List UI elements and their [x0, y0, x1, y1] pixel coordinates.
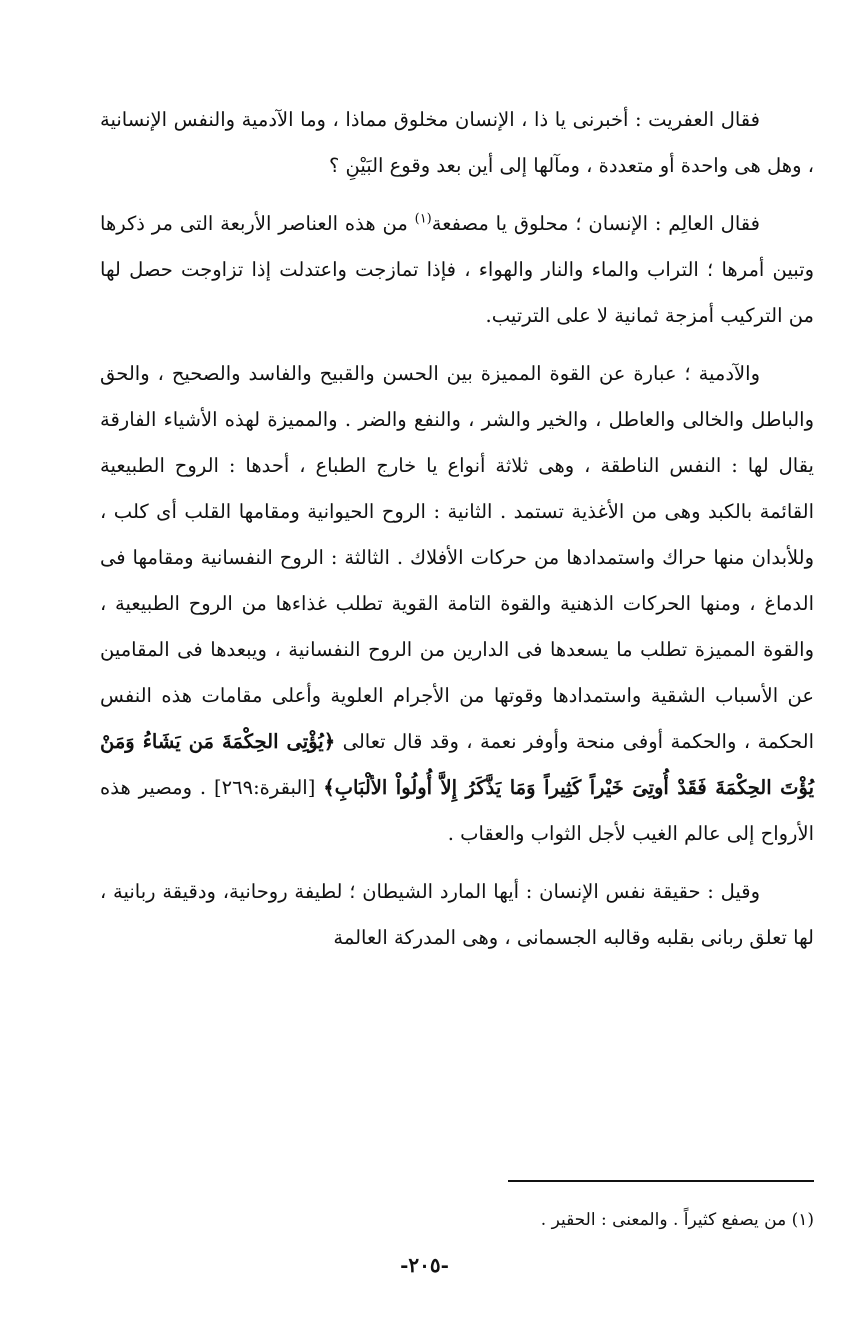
paragraph-adamiyya — [100, 351, 814, 857]
paragraph-text-after-footnote: من هذه العناصر الأربعة التى مر ذكرها وتبين أمرها ؛ التراب والماء والنار والهواء ، فإذا تمازجت واعتدلت إذا تزاوجت حصل لها من التركيب أمزجة ثمانية لا على الترتيب. — [100, 212, 814, 327]
paragraph-ifrit-question: فقال العفريت : أخبرنى يا ذا ، الإنسان مخلوق مماذا ، وما الآدمية والنفس الإنسانية ، وهل هى واحدة أو متعددة ، ومآلها إلى أين بعد وقوع البَيْنِ ؟ — [100, 108, 814, 177]
paragraph-text-before-footnote: فقال العالِم : الإنسان ؛ محلوق يا مصفعة — [431, 212, 760, 235]
paragraph-scholar-answer — [100, 201, 814, 339]
page-number: -٢٠٥- — [400, 1253, 449, 1277]
main-text — [100, 97, 814, 961]
quran-verse-quote: ﴿يُؤْتِى الحِكْمَةَ مَن يَشَاءُ وَمَنْ يُؤْتَ الحِكْمَةَ فَقَدْ أُوتِىَ خَيْراً كَثِيراً وَمَا يَذَّكَرُ إِلاَّ أُولُواْ الألْبَابِ﴾ — [100, 730, 815, 799]
paragraph-soul-reality: وقيل : حقيقة نفس الإنسان : أيها المارد الشيطان ؛ لطيفة روحانية، ودقيقة ربانية ، لها تعلق ربانى بقلبه وقالبه الجسمانى ، وهى المدركة العالمة — [100, 880, 814, 949]
paragraph-text-after-quote: [البقرة:٢٦٩] . ومصير هذه الأرواح إلى عالم الغيب لأجل الثواب والعقاب . — [100, 776, 814, 845]
footnote-reference-mark: (١) — [414, 211, 432, 227]
paragraph-text-before-quote: والآدمية ؛ عبارة عن القوة المميزة بين الحسن والقبيح والفاسد والصحيح ، والحق والباطل والخالى والعاطل ، والخير والشر ، والنفع والضر . والمميزة لهذه الأشياء الفارقة يقال لها : النفس الناطقة ، وهى ثلاثة أنواع يا خارج الطباع ، أحدها : الروح الطبيعية القائمة بالكبد وهى من الأغذية تستمد . الثانية : الروح الحيوانية ومقامها القلب أى كلب ، وللأبدان منها حراك واستمدادها من حركات الأفلاك . الثالثة : الروح النفسانية ومقامها فى الدماغ ، ومنها الحركات الذهنية والقوة التامة القوية تطلب غذاءها من الروح الطبيعية ، والقوة المميزة تطلب ما يسعدها فى الدارين من الروح النفسانية ، ويبعدها فى المقامين عن الأسباب الشقية واستمدادها وقوتها من الأجرام العلوية وأعلى مقامات هذه النفس الحكمة ، والحكمة أوفى منحة وأوفر نعمة ، وقد قال تعالى — [100, 362, 815, 753]
footnote: (١) من يصفع كثيراً . والمعنى : الحقير . — [540, 1210, 814, 1230]
footnote-divider — [508, 1180, 814, 1182]
